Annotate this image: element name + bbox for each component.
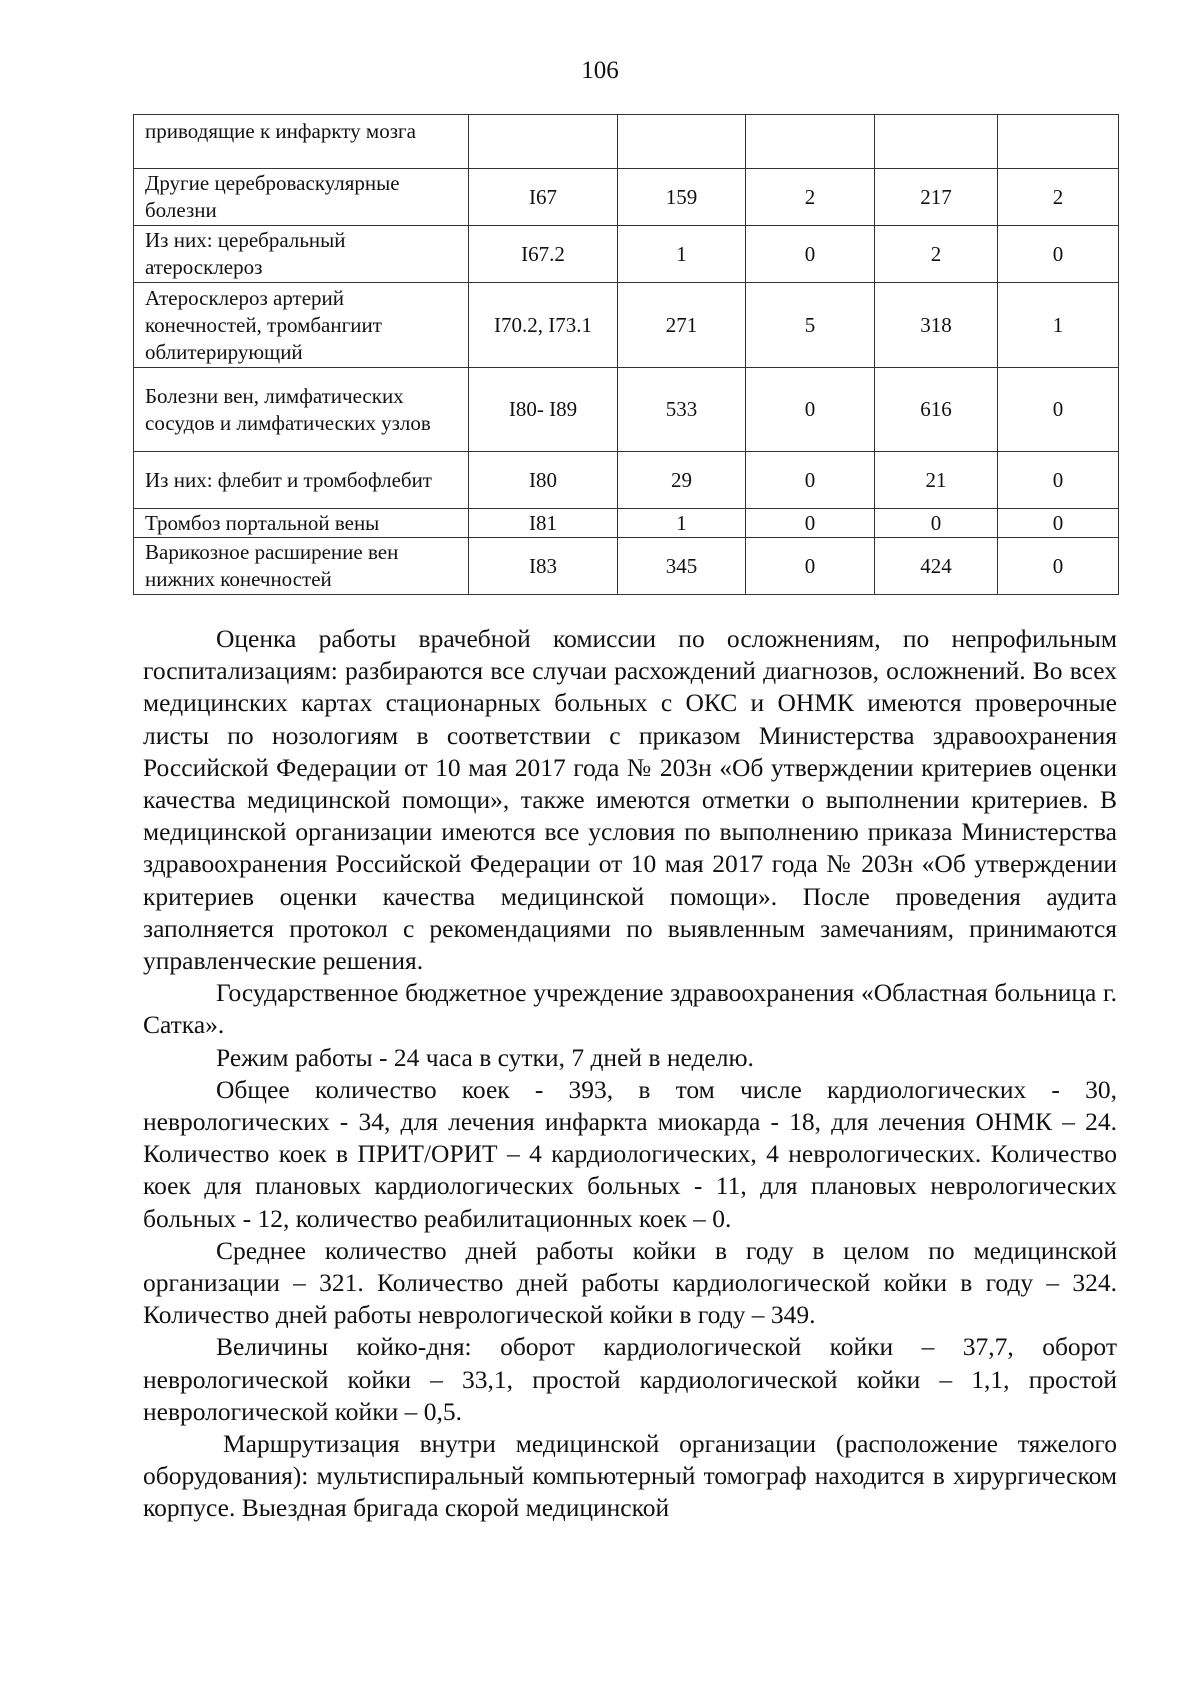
cell-value: 5 — [746, 283, 875, 368]
cell-value — [875, 115, 998, 169]
cell-value: 0 — [746, 368, 875, 452]
cell-value: 0 — [998, 452, 1119, 509]
cell-value: 0 — [746, 452, 875, 509]
cell-value: 2 — [998, 169, 1119, 226]
paragraph-routing: Маршрутизация внутри медицинской организации (расположение тяжелого оборудования): мультиспиральный компьютерный томограф находится в хирургическом корпусе. Выездная бригада скорой медицинской — [143, 1429, 1117, 1523]
table-row — [134, 452, 1119, 509]
cell-value: 0 — [875, 509, 998, 538]
cell-code: I80- I89 — [469, 368, 618, 452]
cell-value — [618, 115, 746, 169]
cell-value: 1 — [618, 226, 746, 283]
cell-value: 217 — [875, 169, 998, 226]
cell-value: 424 — [875, 538, 998, 595]
table-row — [134, 115, 1119, 169]
cell-name: Другие цереброваскулярные болезни — [134, 169, 469, 226]
cell-value: 1 — [618, 509, 746, 538]
cell-value: 2 — [746, 169, 875, 226]
cell-name: приводящие к инфаркту мозга — [134, 115, 469, 169]
table-row — [134, 538, 1119, 595]
cell-value — [998, 115, 1119, 169]
paragraph-bed-days: Среднее количество дней работы койки в году в целом по медицинской организации – 321. Количество дней работы кардиологической койки в году – 324. Количество дней работы неврологической койки в году – 349. — [143, 1235, 1117, 1330]
cell-value: 533 — [618, 368, 746, 452]
cell-value: 0 — [998, 538, 1119, 595]
cell-value: 318 — [875, 283, 998, 368]
cell-code: I70.2, I73.1 — [469, 283, 618, 368]
table-row — [134, 283, 1119, 368]
cell-code: I67.2 — [469, 226, 618, 283]
cell-code: I67 — [469, 169, 618, 226]
cell-value: 0 — [746, 226, 875, 283]
cell-code: I83 — [469, 538, 618, 595]
cell-value: 0 — [998, 226, 1119, 283]
cell-name: Тромбоз портальной вены — [134, 509, 469, 538]
body-text — [143, 623, 1117, 1525]
cell-value: 616 — [875, 368, 998, 452]
cell-code: I81 — [469, 509, 618, 538]
paragraph-institution: Государственное бюджетное учреждение здравоохранения «Областная больница г. Сатка». — [143, 978, 1117, 1040]
table-row — [134, 368, 1119, 452]
cell-value: 345 — [618, 538, 746, 595]
cell-code — [469, 115, 618, 169]
cell-code: I80 — [469, 452, 618, 509]
cell-value: 0 — [746, 538, 875, 595]
page-number: 106 — [581, 57, 619, 84]
diseases-table — [133, 114, 1119, 595]
cell-value: 271 — [618, 283, 746, 368]
cell-value: 159 — [618, 169, 746, 226]
cell-value: 1 — [998, 283, 1119, 368]
cell-name: Атеросклероз артерий конечностей, тромбангиит облитерирующий — [134, 283, 469, 368]
table-row — [134, 226, 1119, 283]
cell-name: Болезни вен, лимфатических сосудов и лимфатических узлов — [134, 368, 469, 452]
cell-value: 0 — [998, 368, 1119, 452]
cell-name: Из них: церебральный атеросклероз — [134, 226, 469, 283]
table-row — [134, 509, 1119, 538]
cell-name: Из них: флебит и тромбофлебит — [134, 452, 469, 509]
paragraph-beds: Общее количество коек - 393, в том числе кардиологических - 30, неврологических - 34, для лечения инфаркта миокарда - 18, для лечения ОНМК – 24. Количество коек в ПРИТ/ОРИТ – 4 кардиологических, 4 неврологических. Количество коек для плановых кардиологических больных - 11, для плановых неврологических больных - 12, количество реабилитационных коек – 0. — [143, 1074, 1117, 1233]
cell-name: Варикозное расширение вен нижних конечностей — [134, 538, 469, 595]
cell-value: 29 — [618, 452, 746, 509]
paragraph-commission: Оценка работы врачебной комиссии по осложнениям, по непрофильным госпитализациям: разбираются все случаи расхождений диагнозов, осложнений. Во всех медицинских картах стационарных больных с ОКС и ОНМК имеются проверочные листы по нозологиям в соответствии с приказом Министерства здравоохранения Российской Федерации от 10 мая 2017 года № 203н «Об утверждении критериев оценки качества медицинской помощи», также имеются отметки о выполнении критериев. В медицинской организации имеются все условия по выполнению приказа Министерства здравоохранения Российской Федерации от 10 мая 2017 года № 203н «Об утверждении критериев оценки качества медицинской помощи». После проведения аудита заполняется протокол с рекомендациями по выявленным замечаниям, принимаются управленческие решения. — [143, 624, 1117, 976]
cell-value: 2 — [875, 226, 998, 283]
cell-value — [746, 115, 875, 169]
cell-value: 0 — [746, 509, 875, 538]
cell-value: 0 — [998, 509, 1119, 538]
cell-value: 21 — [875, 452, 998, 509]
paragraph-bed-turnover: Величины койко-дня: оборот кардиологической койки – 37,7, оборот неврологической койки – 33,1, простой кардиологической койки – 1,1, простой неврологической койки – 0,5. — [143, 1332, 1117, 1426]
paragraph-work-mode: Режим работы - 24 часа в сутки, 7 дней в неделю. — [216, 1042, 754, 1072]
table-row — [134, 169, 1119, 226]
